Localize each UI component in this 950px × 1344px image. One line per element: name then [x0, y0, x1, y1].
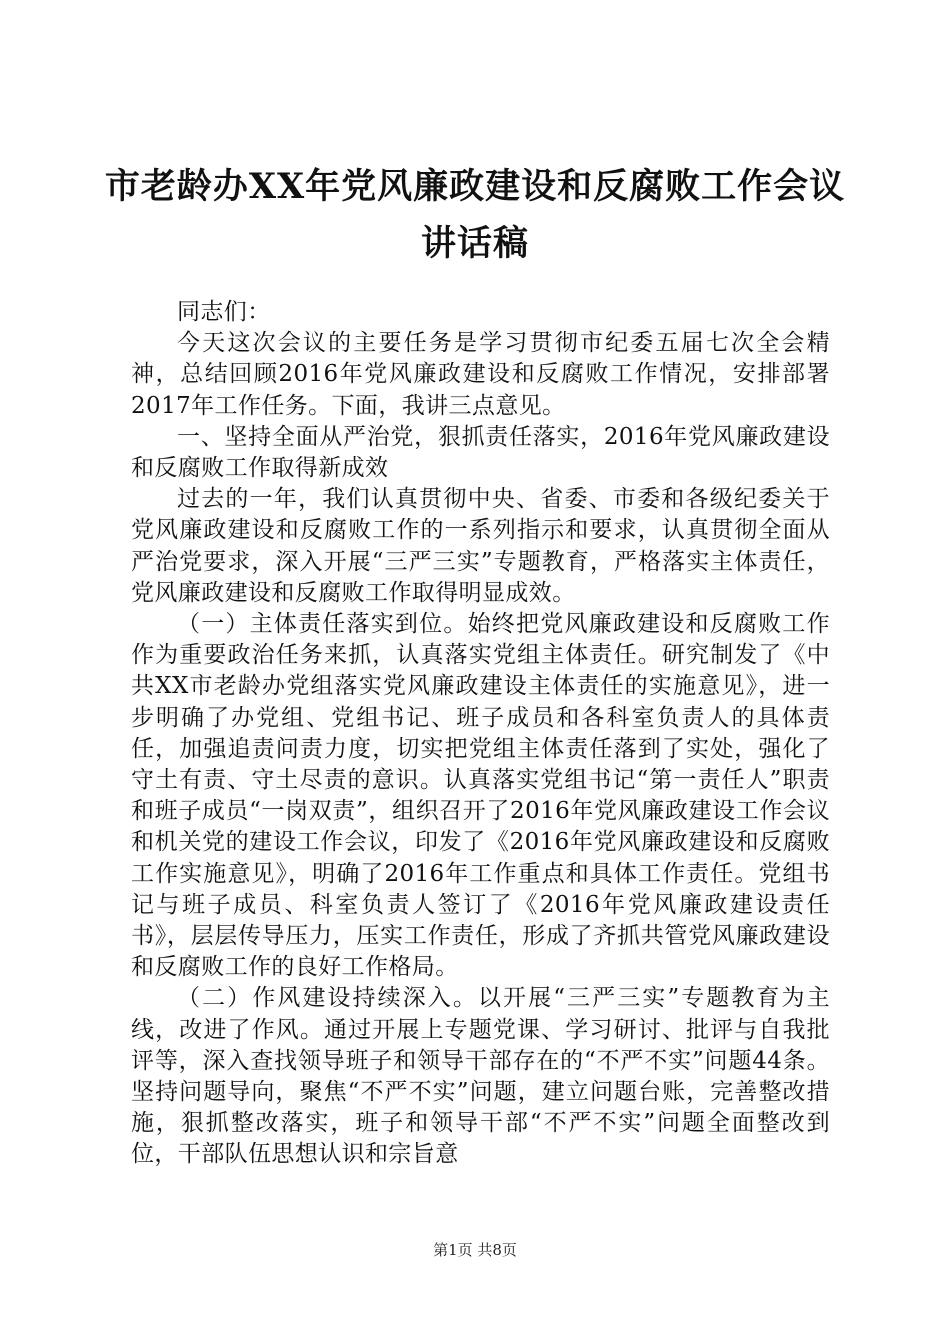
paragraph-review: 过去的一年，我们认真贯彻中央、省委、市委和各级纪委关于党风廉政建设和反腐败工作的一系列指示和要求，认真贯彻全面从严治党要求，深入开展“三严三实”专题教育，严格落实主体责任，党风廉政建设和反腐败工作取得明显成效。 — [131, 486, 830, 606]
document-title: 市老龄办XX年党风廉政建设和反腐败工作会议讲话稿 — [104, 166, 846, 264]
document-body — [131, 297, 830, 1171]
paragraph-intro: 今天这次会议的主要任务是学习贯彻市纪委五届七次全会精神，总结回顾2016年党风廉政建设和反腐败工作情况，安排部署2017年工作任务。下面，我讲三点意见。 — [131, 330, 830, 419]
page-footer: 第1页 共8页 — [433, 1241, 517, 1259]
paragraph-salutation: 同志们： — [177, 299, 271, 325]
paragraph-item-2: （二）作风建设持续深入。以开展“三严三实”专题教育为主线，改进了作风。通过开展上专题党课、学习研讨、批评与自我批评等，深入查找领导班子和领导干部存在的“不严不实”问题44条。坚持问题导向，聚焦“不严不实”问题，建立问题台账，完善整改措施，狠抓整改落实，班子和领导干部“不严不实”问题全面整改到位，干部队伍思想认识和宗旨意 — [131, 985, 830, 1168]
section-heading-1: 一、坚持全面从严治党，狠抓责任落实，2016年党风廉政建设和反腐败工作取得新成效 — [131, 423, 830, 482]
paragraph-item-1: （一）主体责任落实到位。始终把党风廉政建设和反腐败工作作为重要政治任务来抓，认真落实党组主体责任。研究制发了《中共XX市老龄办党组落实党风廉政建设主体责任的实施意见》，进一步明确了办党组、党组书记、班子成员和各科室负责人的具体责任，加强追责问责力度，切实把党组主体责任落到了实处，强化了守土有责、守土尽责的意识。认真落实党组书记“第一责任人”职责和班子成员“一岗双责”，组织召开了2016年党风廉政建设工作会议和机关党的建设工作会议，印发了《2016年党风廉政建设和反腐败工作实施意见》，明确了2016年工作重点和具体工作责任。党组书记与班子成员、科室负责人签订了《2016年党风廉政建设责任书》，层层传导压力，压实工作责任，形成了齐抓共管党风廉政建设和反腐败工作的良好工作格局。 — [131, 611, 830, 981]
